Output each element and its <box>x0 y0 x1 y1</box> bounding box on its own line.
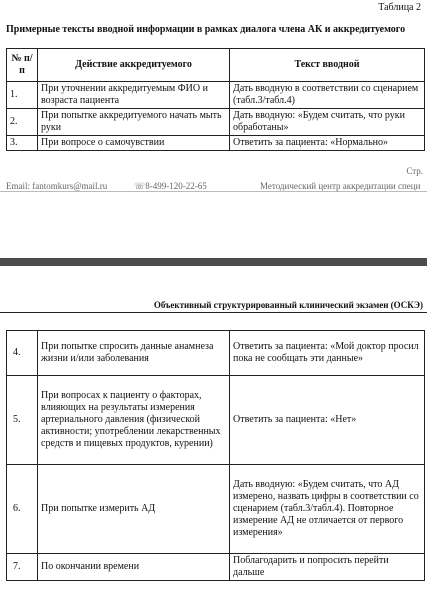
row-text: Дать вводную: «Будем считать, что руки обработаны» <box>230 109 425 136</box>
table-row <box>7 554 425 581</box>
row-action: По окончании времени <box>38 554 230 581</box>
table-row <box>7 331 425 376</box>
row-action: При попытке измерить АД <box>38 465 230 554</box>
row-text: Ответить за пациента: «Нет» <box>230 376 425 465</box>
row-number: 1. <box>7 82 38 109</box>
footer-email: Email: fantomkurs@mail.ru <box>6 181 108 191</box>
table-row <box>7 82 425 109</box>
table-row <box>7 465 425 554</box>
table-row <box>7 376 425 465</box>
row-text: Ответить за пациента: «Нормально» <box>230 136 425 151</box>
header-divider <box>0 312 427 313</box>
header-number: № п/п <box>7 49 38 82</box>
page-separator <box>0 258 427 266</box>
dialog-table <box>6 48 425 151</box>
row-action: При попытке спросить данные анамнеза жизни и/или заболевания <box>38 331 230 376</box>
row-action: При вопросе о самочувствии <box>38 136 230 151</box>
row-action: При уточнении аккредитуемым ФИО и возраста пациента <box>38 82 230 109</box>
row-text: Поблагодарить и попросить перейти дальше <box>230 554 425 581</box>
row-number: 3. <box>7 136 38 151</box>
footer-center-name: Методический центр аккредитации специ <box>260 181 421 191</box>
dialog-table-continued <box>6 330 425 581</box>
page-header: Объективный структурированный клинический экзамен (ОСКЭ) <box>153 300 423 310</box>
row-number: 2. <box>7 109 38 136</box>
header-text: Текст вводной <box>230 49 425 82</box>
table-title: Примерные тексты вводной информации в рамках диалога члена АК и аккредитуемого <box>6 24 406 35</box>
phone-icon: ☏ <box>134 181 146 191</box>
row-number: 5. <box>7 376 38 465</box>
row-number: 7. <box>7 554 38 581</box>
document-page-2 <box>0 266 427 597</box>
table-header-row <box>7 49 425 82</box>
table-row <box>7 109 425 136</box>
footer-divider <box>0 191 427 192</box>
document-page-1 <box>0 0 427 258</box>
table-row <box>7 136 425 151</box>
footer-phone-number: 8-499-120-22-65 <box>145 181 207 191</box>
row-number: 6. <box>7 465 38 554</box>
row-action: При вопросах к пациенту о факторах, влияющих на результаты измерения артериального давления (физической активности; употреблении лекарственных средств и пищевых продуктов, курении) <box>38 376 230 465</box>
table-number: Таблица 2 <box>378 2 421 13</box>
row-text: Ответить за пациента: «Мой доктор просил пока не сообщать эти данные» <box>230 331 425 376</box>
row-number: 4. <box>7 331 38 376</box>
header-action: Действие аккредитуемого <box>38 49 230 82</box>
row-text: Дать вводную в соответствии со сценарием (табл.3/табл.4) <box>230 82 425 109</box>
row-text: Дать вводную: «Будем считать, что АД измерено, назвать цифры в соответствии со сценарием (табл.3/табл.4). Повторное измерение АД не отличается от первого измерения» <box>230 465 425 554</box>
row-action: При попытке аккредитуемого начать мыть руки <box>38 109 230 136</box>
page-label: Стр. <box>406 166 423 176</box>
